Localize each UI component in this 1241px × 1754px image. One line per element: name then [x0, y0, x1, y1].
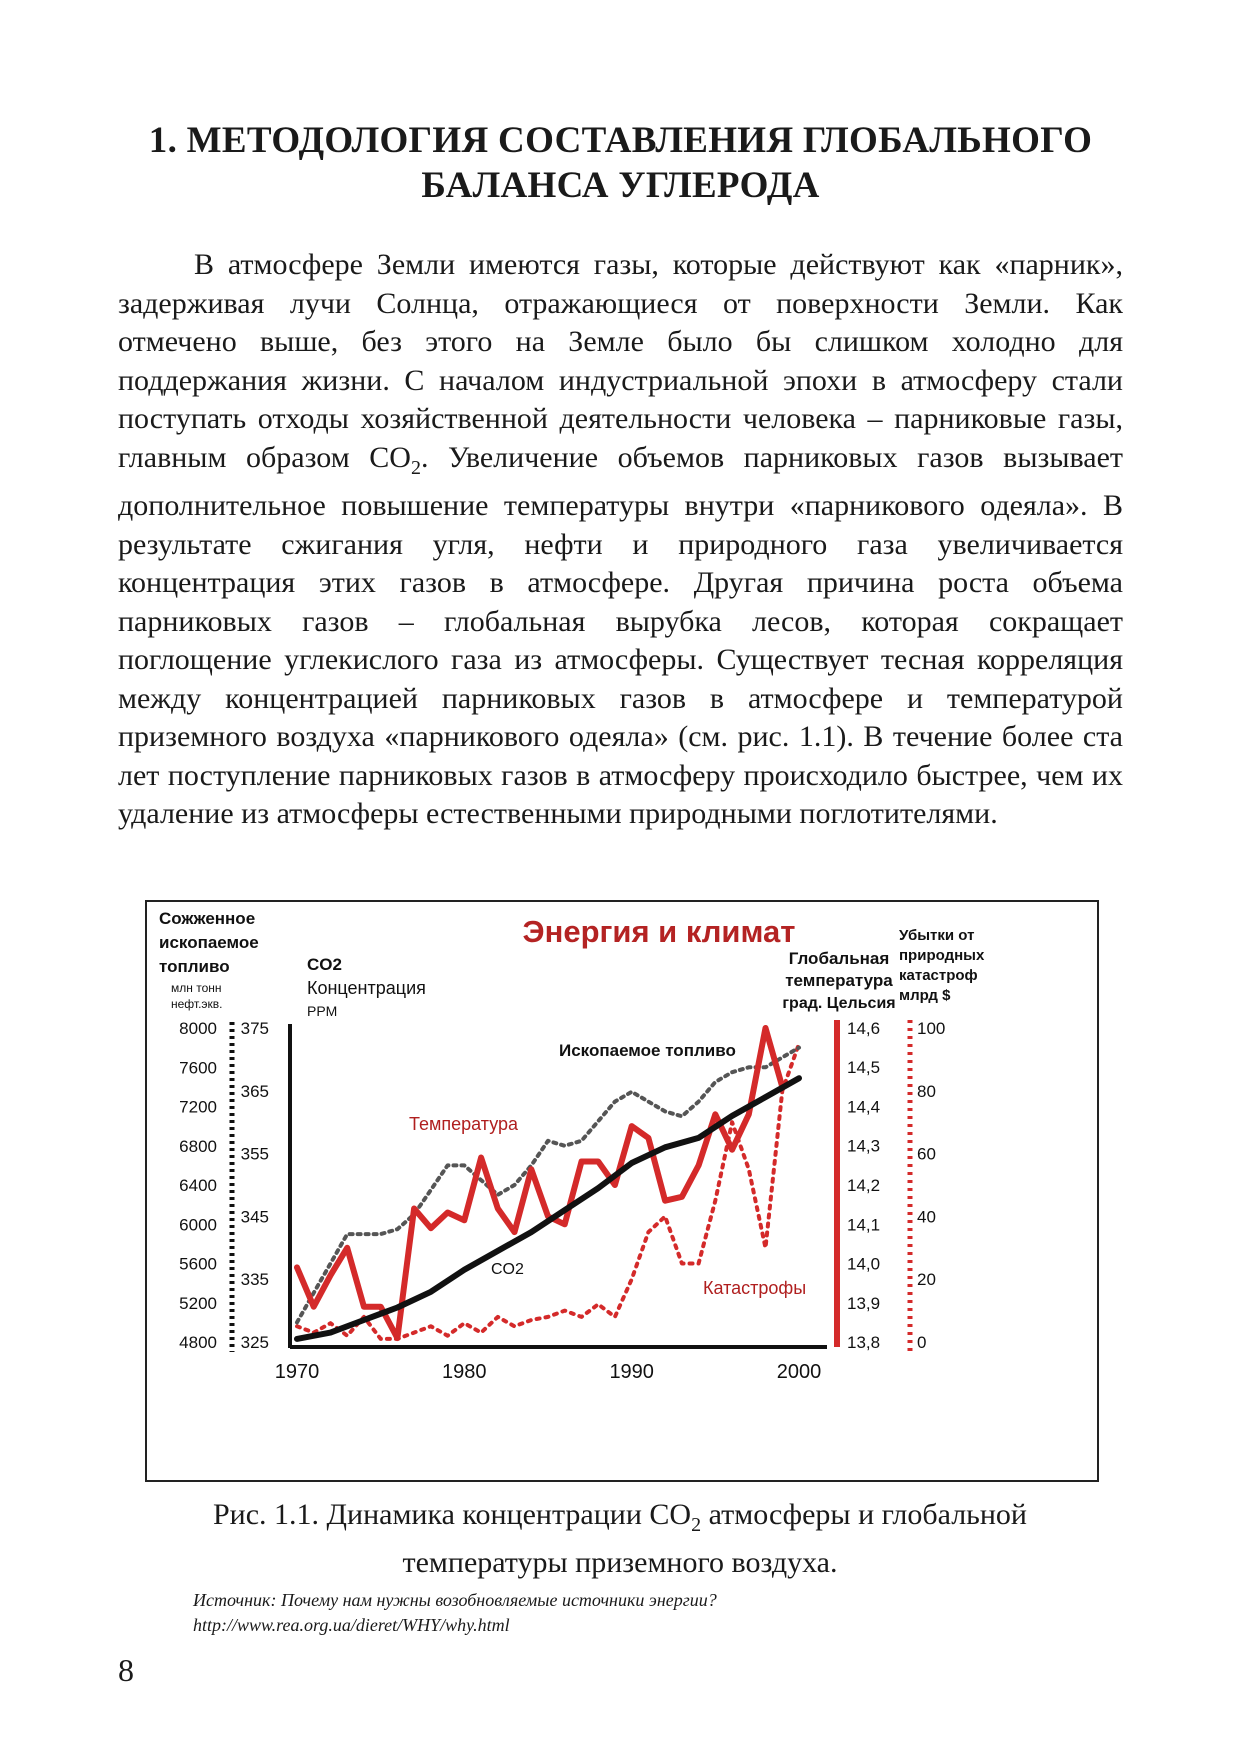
- fossil-axis-label-2: ископаемое: [159, 933, 259, 952]
- annotation-co2: CO2: [491, 1261, 524, 1278]
- annotation-fossil: Ископаемое топливо: [559, 1041, 736, 1060]
- temp-axis-tick-6: 14,0: [847, 1254, 881, 1274]
- caption-line-1: [140, 1496, 1100, 1544]
- fossil-axis-tick-1: 7600: [179, 1058, 217, 1078]
- fossil-axis-unit-1: млн тонн: [171, 981, 222, 995]
- x-axis-tick-2: 1990: [609, 1361, 654, 1383]
- co2-subscript: 2: [410, 456, 421, 479]
- heading-line-1: 1. МЕТОДОЛОГИЯ СОСТАВЛЕНИЯ ГЛОБАЛЬНОГО: [148, 120, 1093, 161]
- temp-axis-tick-7: 13,9: [847, 1293, 881, 1313]
- losses-axis-tick-4: 20: [917, 1270, 936, 1290]
- co2-axis-tick-1: 365: [240, 1081, 269, 1101]
- temp-axis-label-1: Глобальная: [788, 949, 890, 968]
- annotation-disasters: Катастрофы: [703, 1278, 807, 1298]
- fossil-axis-label-3: топливо: [159, 957, 230, 976]
- chart-title: Энергия и климат: [522, 914, 796, 949]
- fossil-axis-tick-4: 6400: [179, 1176, 217, 1195]
- source-line-2: http://www.rea.org.ua/dieret/WHY/why.html: [193, 1615, 510, 1635]
- temp-axis-tick-2: 14,4: [847, 1097, 881, 1117]
- source-line-1: Источник: Почему нам нужны возобновляемые источники энергии?: [193, 1590, 717, 1610]
- co2-axis-label-1: CO2: [307, 955, 342, 974]
- temp-axis-tick-8: 13,8: [847, 1333, 881, 1352]
- losses-axis-tick-3: 40: [917, 1207, 936, 1227]
- co2-axis-tick-4: 335: [240, 1270, 269, 1290]
- fossil-axis-unit-2: нефт.экв.: [171, 997, 223, 1011]
- losses-axis-label-1: Убытки от: [899, 927, 975, 944]
- x-axis-tick-0: 1970: [274, 1361, 320, 1383]
- losses-axis-label-3: катастроф: [899, 967, 978, 984]
- co2-axis-tick-0: 375: [240, 1019, 269, 1038]
- fossil-axis-tick-5: 6000: [179, 1215, 217, 1235]
- fossil-axis-tick-6: 5600: [179, 1254, 217, 1274]
- chart-canvas: [147, 902, 1101, 1484]
- losses-axis-tick-0: 100: [917, 1019, 946, 1038]
- body-text-part-2: . Увеличение объемов парниковых газов вызывает дополнительное повышение температуры внутри «парникового одеяла». В результате сжигания угля, нефти и природного газа увеличивается концентрация этих газов в атмосфере. Другая причина роста объема парниковых газов – глобальная вырубка лесов, которая сокращает поглощение углекислого газа из атмосферы. Существует тесная корреляция между концентрацией парниковых газов в атмосфере и температурой приземного воздуха «парникового одеяла» (см. рис. 1.1). В течение более ста лет поступление парниковых газов в атмосферу происходило быстрее, чем их удаление из атмосферы естественными природными поглотителями.: [118, 440, 1123, 830]
- x-axis-tick-3: 2000: [776, 1361, 822, 1383]
- fossil-axis-tick-3: 6800: [179, 1136, 217, 1156]
- heading-line-2: БАЛАНСА УГЛЕРОДА: [421, 165, 820, 206]
- caption-text-part-2: атмосферы и глобальной: [701, 1498, 1027, 1531]
- x-axis-tick-1: 1980: [442, 1361, 487, 1383]
- co2-axis-tick-5: 325: [240, 1333, 269, 1352]
- temp-axis-tick-0: 14,6: [847, 1019, 881, 1038]
- page-number: 8: [118, 1652, 134, 1688]
- fossil-axis-tick-7: 5200: [179, 1293, 217, 1313]
- section-heading: [100, 118, 1141, 208]
- temp-axis-tick-3: 14,3: [847, 1136, 881, 1156]
- body-text-part-1: В атмосфере Земли имеются газы, которые действуют как «парник», задерживая лучи Солнца, отражающиеся от поверхности Земли. Как отмечено выше, без этого на Земле было бы слишком холодно для поддержания жизни. С началом индустриальной эпохи в атмосферу стали поступать отходы хозяйственной деятельности человека – парниковые газы, главным образом CO: [118, 248, 1123, 474]
- fossil-axis-tick-8: 4800: [179, 1333, 217, 1352]
- co2-axis-tick-3: 345: [240, 1207, 269, 1227]
- fossil-axis-tick-0: 8000: [179, 1019, 217, 1038]
- temp-axis-label-2: температура: [785, 971, 893, 990]
- temp-axis-tick-4: 14,2: [847, 1176, 881, 1195]
- losses-axis-label-4: млрд $: [899, 987, 951, 1004]
- temp-axis-tick-5: 14,1: [847, 1215, 881, 1235]
- fossil-axis-tick-2: 7200: [179, 1097, 217, 1117]
- temp-axis-tick-1: 14,5: [847, 1058, 881, 1078]
- temp-axis-label-3: град. Цельсия: [782, 995, 896, 1012]
- annotation-temperature: Температура: [409, 1114, 519, 1134]
- co2-axis-label-2: Концентрация: [307, 978, 426, 998]
- body-paragraph: [118, 246, 1123, 834]
- co2-axis-tick-2: 355: [240, 1144, 269, 1164]
- figure-caption: [140, 1496, 1100, 1582]
- caption-line-2: температуры приземного воздуха.: [402, 1546, 838, 1579]
- figure-source: [193, 1588, 717, 1638]
- energy-climate-chart: [145, 900, 1099, 1482]
- losses-axis-label-2: природных: [899, 947, 985, 964]
- fossil-axis-label-1: Сожженное: [159, 909, 256, 928]
- caption-subscript: 2: [691, 1514, 702, 1536]
- co2-axis-unit: PPM: [307, 1003, 338, 1019]
- losses-axis-tick-1: 80: [917, 1081, 936, 1101]
- losses-axis-tick-2: 60: [917, 1144, 936, 1164]
- caption-text-part-1: Рис. 1.1. Динамика концентрации CO: [213, 1498, 692, 1531]
- losses-axis-tick-5: 0: [917, 1333, 927, 1352]
